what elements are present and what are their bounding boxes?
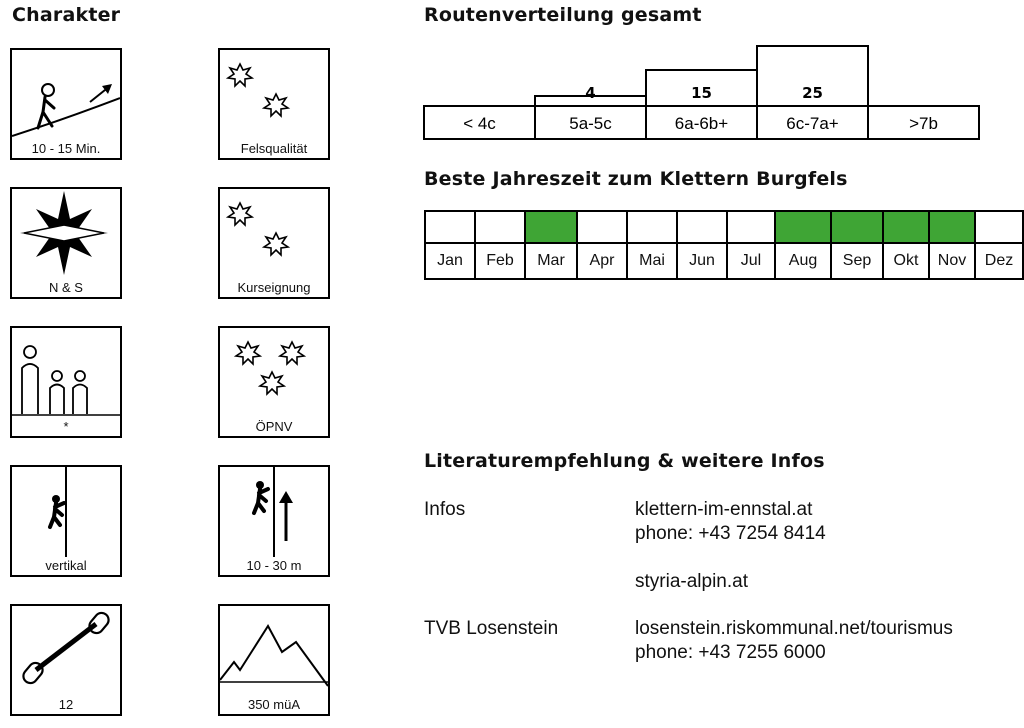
season-cell-jan (425, 211, 475, 243)
family-icon (12, 328, 120, 418)
quickdraw-icon (12, 606, 120, 696)
season-month-label: Dez (975, 243, 1023, 279)
stars-2-icon (220, 50, 328, 140)
tile-caption: * (10, 418, 122, 438)
season-month-label: Okt (883, 243, 929, 279)
info-label-tvb: TVB Losenstein (424, 618, 559, 639)
route-bar-label: 4 (585, 84, 596, 102)
tile-altitude (218, 604, 328, 714)
route-category-label: 6c-7a+ (786, 114, 839, 133)
tile-caption: ÖPNV (218, 418, 330, 438)
tile-course (218, 187, 328, 297)
route-category-label: 6a-6b+ (674, 114, 729, 133)
charakter-heading: Charakter (12, 4, 121, 26)
season-cell-dez (975, 211, 1023, 243)
season-month-label: Jun (677, 243, 727, 279)
info-link-styria[interactable]: styria-alpin.at (635, 571, 748, 592)
season-month-label: Nov (929, 243, 975, 279)
tile-caption: vertikal (10, 557, 122, 577)
season-month-label: Sep (831, 243, 883, 279)
route-category-label: 5a-5c (569, 114, 612, 133)
compass-icon (12, 189, 120, 279)
approach-walk-icon (12, 50, 120, 140)
route-bar-label: 25 (802, 84, 823, 102)
season-cell-mar (525, 211, 577, 243)
climber-height-icon (220, 467, 328, 557)
tile-route-length (218, 465, 328, 575)
info-phone-2: phone: +43 7255 6000 (635, 642, 826, 663)
season-month-label: Jan (425, 243, 475, 279)
tile-caption: N & S (10, 279, 122, 299)
season-cell-mai (627, 211, 677, 243)
stars-2-icon (220, 189, 328, 279)
season-cell-jul (727, 211, 775, 243)
tile-caption: 10 - 15 Min. (10, 140, 122, 160)
route-bar-label: 15 (691, 84, 712, 102)
tile-caption: Kurseignung (218, 279, 330, 299)
routes-heading: Routenverteilung gesamt (424, 4, 702, 26)
season-heading: Beste Jahreszeit zum Klettern Burgfels (424, 168, 848, 190)
season-cell-nov (929, 211, 975, 243)
tile-caption: Felsqualität (218, 140, 330, 160)
season-month-label: Aug (775, 243, 831, 279)
climber-wall-icon (12, 467, 120, 557)
route-category-label: >7b (909, 114, 938, 133)
season-month-label: Apr (577, 243, 627, 279)
season-cell-feb (475, 211, 525, 243)
season-cell-aug (775, 211, 831, 243)
literature-heading: Literaturempfehlung & weitere Infos (424, 450, 825, 472)
tile-vertical (10, 465, 120, 575)
tile-caption: 350 müA (218, 696, 330, 716)
season-cell-apr (577, 211, 627, 243)
route-distribution-chart (420, 38, 1000, 148)
season-month-label: Jul (727, 243, 775, 279)
tile-family (10, 326, 120, 436)
season-month-label: Mar (525, 243, 577, 279)
tile-orientation (10, 187, 120, 297)
season-cell-jun (677, 211, 727, 243)
info-link-klettern[interactable]: klettern-im-ennstal.at (635, 499, 813, 520)
stars-3-icon (220, 328, 328, 418)
season-label-row (425, 243, 1023, 279)
season-cell-sep (831, 211, 883, 243)
route-category-label: < 4c (463, 114, 496, 133)
tile-public-transport (218, 326, 328, 436)
season-cell-okt (883, 211, 929, 243)
mountain-icon (220, 606, 328, 696)
season-fill-row (425, 211, 1023, 243)
tile-caption: 10 - 30 m (218, 557, 330, 577)
season-month-label: Mai (627, 243, 677, 279)
season-table (424, 210, 1024, 280)
tile-rock-quality (218, 48, 328, 158)
tile-routes-count (10, 604, 120, 714)
info-label-infos: Infos (424, 499, 466, 520)
info-phone-1: phone: +43 7254 8414 (635, 523, 826, 544)
season-month-label: Feb (475, 243, 525, 279)
tile-caption: 12 (10, 696, 122, 716)
tile-approach (10, 48, 120, 158)
info-link-losenstein[interactable]: losenstein.riskommunal.net/tourismus (635, 618, 953, 639)
